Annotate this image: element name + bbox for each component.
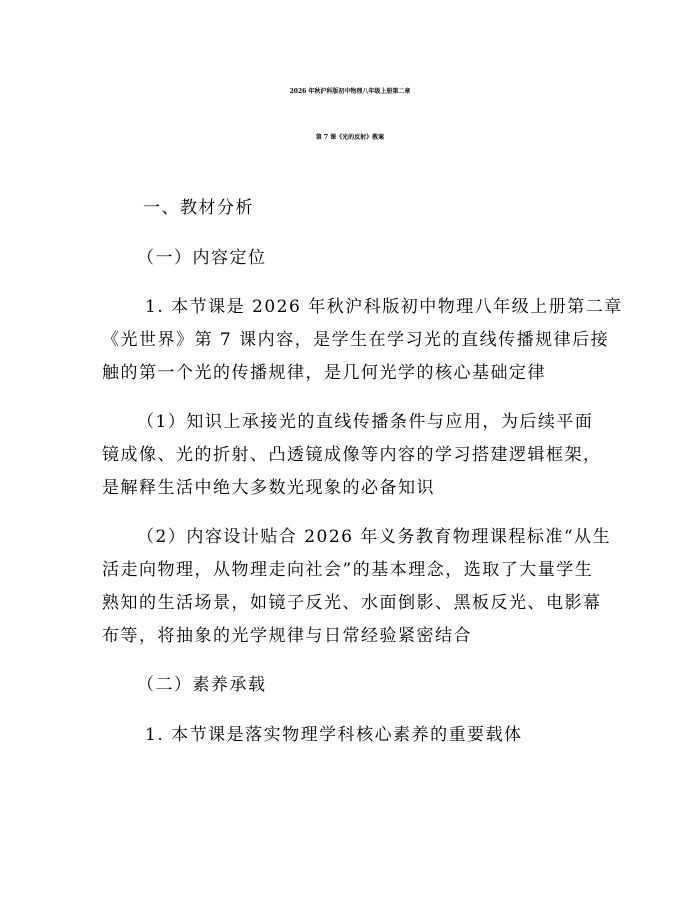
paragraph-3-line-3: 熟知的生活场景，如镜子反光、水面倒影、黑板反光、电影幕 — [102, 593, 602, 613]
paragraph-2-line-1: （1）知识上承接光的直线传播条件与应用，为后续平面 — [137, 412, 594, 432]
document-title-line-2: 第 7 课《光的反射》教案 — [315, 134, 385, 141]
paragraph-3-line-4: 布等，将抽象的光学规律与日常经验紧密结合 — [102, 626, 472, 646]
section-heading-textbook-analysis: 一、教材分析 — [143, 198, 254, 218]
paragraph-2-line-2: 镜成像、光的折射、凸透镜成像等内容的学习搭建逻辑框架， — [102, 445, 602, 465]
paragraph-4-line-1: 1. 本节课是落实物理学科核心素养的重要载体 — [145, 725, 523, 745]
paragraph-1-line-2: 《光世界》第 7 课内容，是学生在学习光的直线传播规律后接 — [102, 330, 610, 350]
paragraph-3-line-1: （2）内容设计贴合 2026 年义务教育物理课程标准“从生 — [137, 527, 612, 547]
subsection-heading-competency: （二）素养承载 — [137, 675, 267, 695]
paragraph-1-line-3: 触的第一个光的传播规律，是几何光学的核心基础定律 — [102, 363, 546, 383]
paragraph-2-line-3: 是解释生活中绝大多数光现象的必备知识 — [102, 478, 435, 498]
paragraph-1-line-1: 1. 本节课是 2026 年秋沪科版初中物理八年级上册第二章 — [145, 297, 623, 317]
subsection-heading-content-positioning: （一）内容定位 — [137, 248, 267, 268]
document-title-line-1: 2026 年秋沪科版初中物理八年级上册第二章 — [289, 88, 411, 95]
paragraph-3-line-2: 活走向物理，从物理走向社会”的基本理念，选取了大量学生 — [102, 560, 594, 580]
